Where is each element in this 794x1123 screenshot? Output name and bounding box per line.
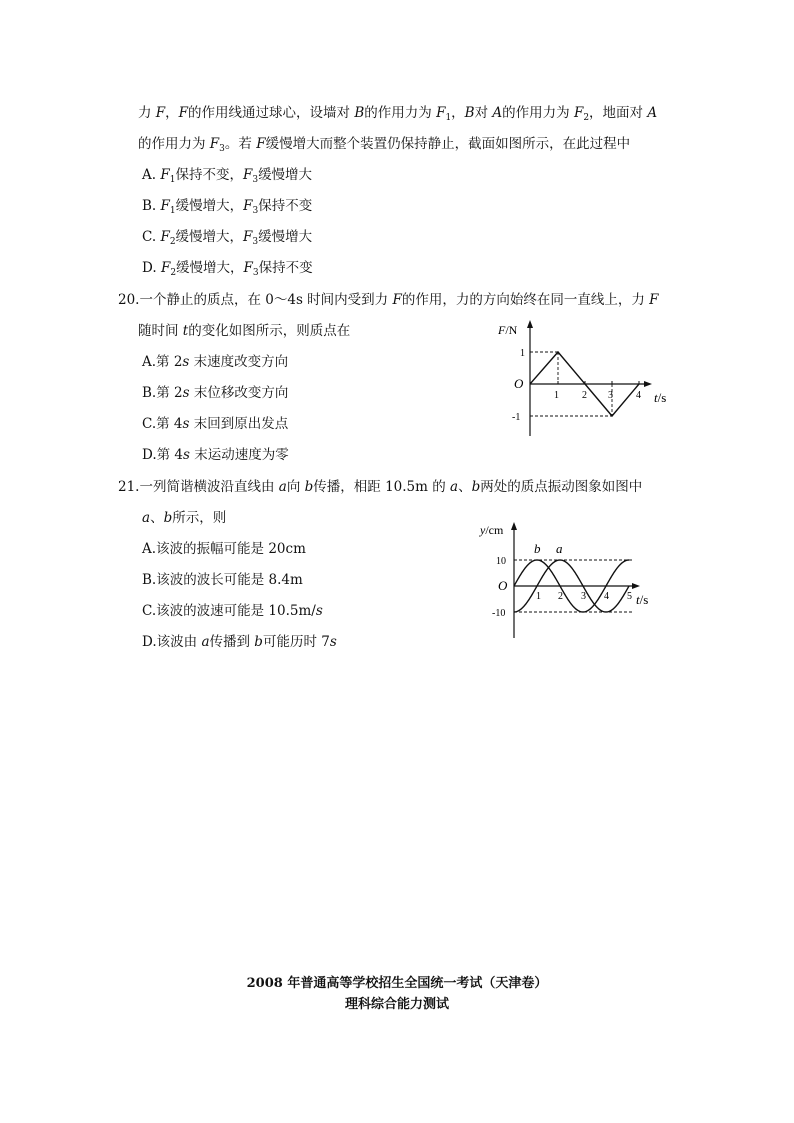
curve-label-a: a (556, 541, 563, 556)
origin-label: O (514, 376, 524, 391)
q19-line-1: 力 F，F的作用线通过球心，设墙对 B的作用力为 $F_1$，B对 A的作用力为 $F_2$，地面对 A (138, 105, 658, 123)
q20-line-2: 随时间 t的变化如图所示，则质点在 (138, 323, 351, 339)
q19-option-d: D. $F_2$缓慢增大，$F_3$保持不变 (142, 260, 313, 278)
q21-line-2: a、b所示，则 (142, 510, 227, 526)
vibration-graph (472, 516, 672, 640)
q19-option-a: A. $F_1$保持不变，$F_3$缓慢增大 (142, 167, 313, 185)
y-axis-label: y/cm (480, 523, 504, 537)
origin-label: O (498, 578, 508, 593)
q21-option-d: D.该波由 a传播到 b可能历时 7s (142, 634, 337, 650)
q19-option-b: B. $F_1$缓慢增大，$F_3$保持不变 (142, 198, 313, 216)
exam-title: 2008 年普通高等学校招生全国统一考试（天津卷） (246, 976, 548, 991)
q19-line-2: 的作用力为 $F_3$。若 F缓慢增大而整个装置仍保持静止，截面如图所示，在此过程中 (138, 136, 631, 154)
x-tick-label: 4 (636, 390, 641, 401)
exam-subtitle: 理科综合能力测试 (344, 997, 449, 1012)
x-axis-arrow (644, 381, 652, 387)
x-axis-label: t/s (654, 390, 667, 405)
y-axis-arrow (511, 522, 517, 530)
x-axis-arrow (632, 583, 640, 589)
q20-option-c: C.第 4s 末回到原出发点 (142, 416, 289, 432)
x-tick-label: 4 (604, 591, 609, 602)
y-tick-label: 10 (496, 556, 506, 567)
y-axis-arrow (527, 320, 533, 328)
q20-line-1: 20.一个静止的质点，在 0～4s 时间内受到力 F的作用，力的方向始终在同一直线上，力 F (118, 292, 659, 308)
q21-option-b: B.该波的波长可能是 8.4m (142, 572, 303, 588)
y-tick-label: -10 (492, 608, 506, 619)
x-tick-label: 5 (627, 591, 632, 602)
y-tick-label: 1 (520, 348, 525, 359)
x-tick-label: 2 (558, 591, 563, 602)
x-tick-label: 3 (608, 390, 613, 401)
x-axis-label: t/s (636, 592, 649, 607)
q20-option-d: D.第 4s 末运动速度为零 (142, 447, 289, 463)
q19-option-c: C. $F_2$缓慢增大，$F_3$缓慢增大 (142, 229, 313, 247)
y-tick-label: -1 (512, 412, 521, 423)
q21-option-a: A.该波的振幅可能是 20cm (142, 541, 306, 557)
q20-option-b: B.第 2s 末位移改变方向 (142, 385, 289, 401)
q21-option-c: C.该波的波速可能是 10.5m/s (142, 603, 323, 619)
q20-option-a: A.第 2s 末速度改变方向 (142, 354, 289, 370)
x-tick-label: 3 (581, 591, 586, 602)
y-axis-label: F/N (498, 323, 518, 337)
x-tick-label: 1 (554, 390, 559, 401)
q21-line-1: 21.一列简谐横波沿直线由 a向 b传播，相距 10.5m 的 a、b两处的质点振动图象如图中 (118, 479, 643, 495)
force-time-graph (490, 318, 680, 444)
x-tick-label: 2 (582, 390, 587, 401)
x-tick-label: 1 (536, 591, 541, 602)
curve-label-b: b (534, 541, 541, 556)
